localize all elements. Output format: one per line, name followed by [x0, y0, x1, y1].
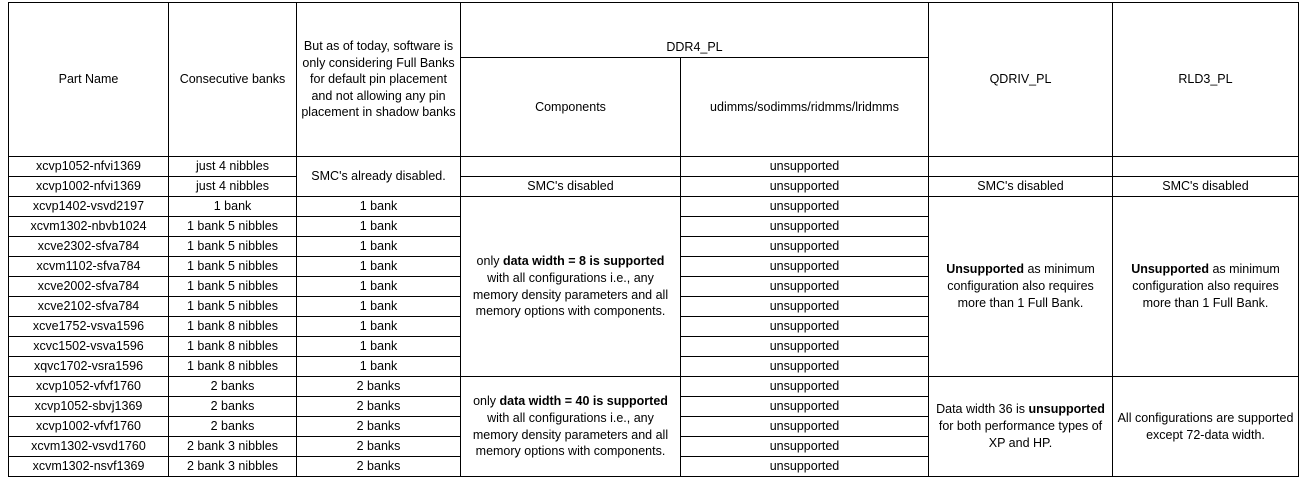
header-dimms: udimms/sodimms/ridmms/lridmms [681, 58, 929, 157]
table-row [9, 157, 1299, 177]
header-rld3-pl: RLD3_PL [1113, 3, 1299, 157]
cell-dimms: unsupported [681, 417, 929, 437]
cell-components-group-2 [461, 377, 681, 477]
cell-software-note: 1 bank [297, 277, 461, 297]
cell-part-name: xcvp1402-vsvd2197 [9, 197, 169, 217]
cell-qdriv-group-1 [929, 197, 1113, 377]
cell-part-name: xcvp1052-vfvf1760 [9, 377, 169, 397]
cell-dimms: unsupported [681, 217, 929, 237]
header-row-1 [9, 3, 1299, 58]
cell-part-name: xcvp1002-nfvi1369 [9, 177, 169, 197]
cell-qdriv: SMC's disabled [929, 177, 1113, 197]
cell-part-name: xcvm1302-nbvb1024 [9, 217, 169, 237]
components-group-2-suffix: with all configurations i.e., any memory density parameters and all memory options with components. [472, 410, 669, 459]
table-row [9, 177, 1299, 197]
cell-part-name: xcvm1102-sfva784 [9, 257, 169, 277]
components-group-1-prefix: only [476, 253, 503, 268]
cell-software-note: 1 bank [297, 357, 461, 377]
cell-part-name: xcvc1502-vsva1596 [9, 337, 169, 357]
table-body [9, 157, 1299, 477]
cell-consecutive-banks: 2 banks [169, 417, 297, 437]
header-ddr4-pl: DDR4_PL [461, 3, 929, 58]
cell-part-name: xcve2302-sfva784 [9, 237, 169, 257]
header-software-note: But as of today, software is only considering Full Banks for default pin placement and not allowing any pin placement in shadow banks [297, 3, 461, 157]
components-group-1-suffix: with all configurations i.e., any memory density parameters and all memory options with components. [472, 270, 669, 319]
cell-part-name: xcvp1052-nfvi1369 [9, 157, 169, 177]
cell-software-note: 1 bank [297, 237, 461, 257]
cell-consecutive-banks: 1 bank 8 nibbles [169, 317, 297, 337]
cell-part-name: xcve2102-sfva784 [9, 297, 169, 317]
components-group-2-prefix: only [473, 393, 500, 408]
cell-part-name: xcvp1052-sbvj1369 [9, 397, 169, 417]
cell-part-name: xqvc1702-vsra1596 [9, 357, 169, 377]
qdriv-group-2-suffix: for both performance types of XP and HP. [938, 419, 1103, 450]
components-group-1-bold: data width = 8 is supported [502, 253, 665, 268]
table-header [9, 3, 1299, 157]
cell-software-note: 1 bank [297, 257, 461, 277]
cell-software-note: 2 banks [297, 437, 461, 457]
cell-software-note: 2 banks [297, 377, 461, 397]
cell-dimms: unsupported [681, 337, 929, 357]
cell-software-note: 1 bank [297, 337, 461, 357]
cell-part-name: xcvm1302-nsvf1369 [9, 457, 169, 477]
cell-software-note: 2 banks [297, 417, 461, 437]
part-support-table [8, 2, 1299, 477]
cell-dimms: unsupported [681, 397, 929, 417]
cell-consecutive-banks: 2 bank 3 nibbles [169, 437, 297, 457]
cell-consecutive-banks: 1 bank 5 nibbles [169, 217, 297, 237]
cell-rld3-group-2: All configurations are supported except 72-data width. [1113, 377, 1299, 477]
cell-consecutive-banks: 1 bank 5 nibbles [169, 237, 297, 257]
cell-rld3: SMC's disabled [1113, 177, 1299, 197]
cell-components: SMC's disabled [461, 177, 681, 197]
cell-dimms: unsupported [681, 357, 929, 377]
cell-dimms: unsupported [681, 317, 929, 337]
cell-software-note: 1 bank [297, 297, 461, 317]
cell-software-note: 2 banks [297, 397, 461, 417]
cell-dimms: unsupported [681, 237, 929, 257]
cell-rld3 [1113, 157, 1299, 177]
qdriv-group-1-bold: Unsupported [946, 262, 1024, 277]
cell-software-note: 1 bank [297, 317, 461, 337]
cell-qdriv-group-2 [929, 377, 1113, 477]
cell-consecutive-banks: 2 banks [169, 397, 297, 417]
rld3-group-1-bold: Unsupported [1131, 262, 1209, 277]
cell-dimms: unsupported [681, 257, 929, 277]
cell-consecutive-banks: just 4 nibbles [169, 177, 297, 197]
header-components: Components [461, 58, 681, 157]
cell-rld3-group-1 [1113, 197, 1299, 377]
table-row [9, 197, 1299, 217]
cell-consecutive-banks: 1 bank 5 nibbles [169, 297, 297, 317]
cell-consecutive-banks: 1 bank 5 nibbles [169, 277, 297, 297]
cell-part-name: xcve1752-vsva1596 [9, 317, 169, 337]
cell-qdriv [929, 157, 1113, 177]
cell-software-note-merged: SMC's already disabled. [297, 157, 461, 197]
cell-part-name: xcve2002-sfva784 [9, 277, 169, 297]
cell-components [461, 157, 681, 177]
components-group-2-bold: data width = 40 is supported [499, 393, 668, 408]
header-qdriv-pl: QDRIV_PL [929, 3, 1113, 157]
cell-dimms: unsupported [681, 197, 929, 217]
cell-dimms: unsupported [681, 377, 929, 397]
cell-consecutive-banks: 1 bank 8 nibbles [169, 337, 297, 357]
cell-dimms: unsupported [681, 297, 929, 317]
cell-software-note: 1 bank [297, 197, 461, 217]
qdriv-group-2-bold: unsupported [1028, 402, 1105, 417]
cell-consecutive-banks: 1 bank 8 nibbles [169, 357, 297, 377]
cell-software-note: 1 bank [297, 217, 461, 237]
cell-dimms: unsupported [681, 457, 929, 477]
cell-part-name: xcvp1002-vfvf1760 [9, 417, 169, 437]
cell-components-group-1 [461, 197, 681, 377]
cell-consecutive-banks: just 4 nibbles [169, 157, 297, 177]
cell-consecutive-banks: 2 banks [169, 377, 297, 397]
header-part-name: Part Name [9, 3, 169, 157]
header-consecutive-banks: Consecutive banks [169, 3, 297, 157]
table-row [9, 377, 1299, 397]
cell-consecutive-banks: 1 bank 5 nibbles [169, 257, 297, 277]
cell-dimms: unsupported [681, 277, 929, 297]
cell-consecutive-banks: 1 bank [169, 197, 297, 217]
cell-dimms: unsupported [681, 157, 929, 177]
cell-software-note: 2 banks [297, 457, 461, 477]
cell-part-name: xcvm1302-vsvd1760 [9, 437, 169, 457]
qdriv-group-1-suffix: as minimum configuration also requires more than 1 Full Bank. [947, 262, 1095, 310]
cell-dimms: unsupported [681, 437, 929, 457]
cell-dimms: unsupported [681, 177, 929, 197]
qdriv-group-2-prefix: Data width 36 is [936, 402, 1029, 417]
rld3-group-1-suffix: as minimum configuration also requires more than 1 Full Bank. [1132, 262, 1280, 310]
cell-consecutive-banks: 2 bank 3 nibbles [169, 457, 297, 477]
